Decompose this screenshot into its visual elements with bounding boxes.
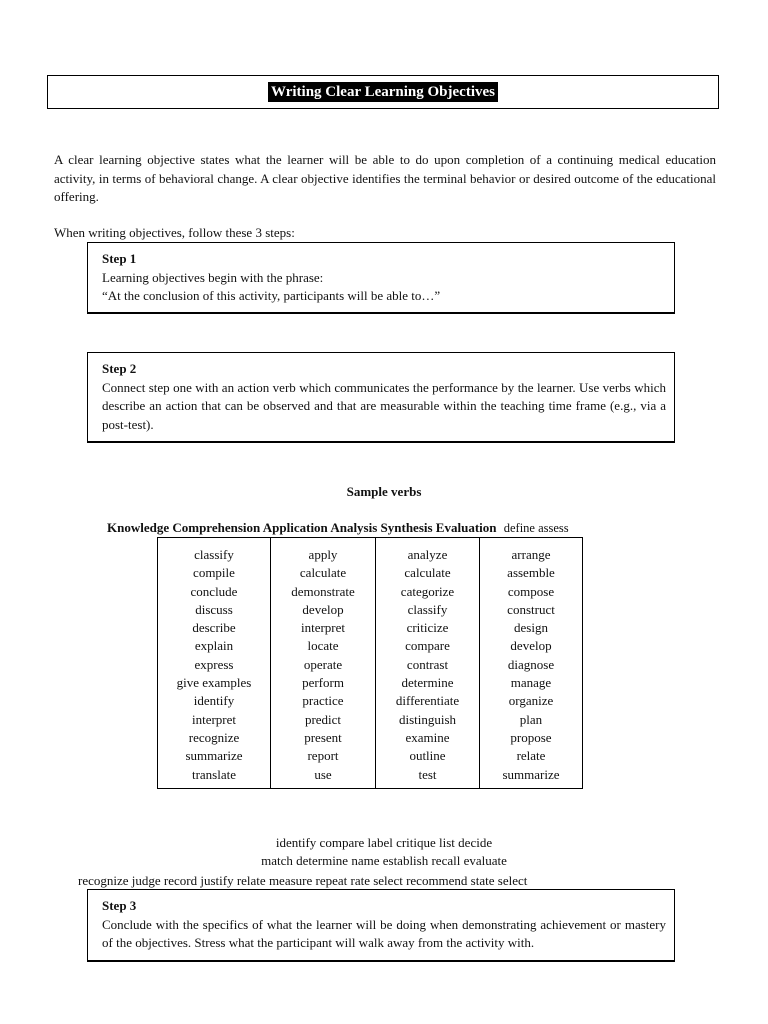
verb-item: operate: [303, 656, 343, 672]
verb-item: demonstrate: [291, 583, 355, 599]
verb-item: describe: [192, 620, 236, 636]
verb-item: classify: [407, 601, 448, 617]
verb-item: interpret: [300, 620, 346, 636]
extra-verbs-line-2: match determine name establish recall evaluate: [261, 853, 507, 868]
verb-item: outline: [409, 748, 446, 764]
verb-item: test: [418, 766, 437, 782]
verbs-column-1: [158, 538, 271, 789]
verb-item: organize: [508, 693, 554, 709]
verb-item: classify: [194, 547, 234, 562]
verb-item: calculate: [299, 565, 347, 581]
verb-item: distinguish: [398, 711, 457, 727]
verb-item: perform: [302, 675, 344, 691]
verb-item: determine: [401, 675, 454, 691]
verbs-column-4: [480, 538, 583, 789]
step-1-title: Step 1: [102, 251, 137, 266]
verb-item: locate: [307, 638, 339, 654]
verb-item: arrange: [511, 547, 551, 562]
verb-categories-line: [107, 519, 569, 537]
verb-item: summarize: [502, 766, 560, 782]
verb-item: manage: [510, 675, 552, 691]
verb-item: summarize: [185, 748, 243, 764]
verb-item: explain: [194, 638, 234, 654]
verb-item: analyze: [407, 547, 448, 562]
verb-item: propose: [510, 729, 552, 745]
page-title: Writing Clear Learning Objectives: [268, 82, 498, 102]
verb-item: give examples: [176, 675, 252, 691]
step-3-box: [87, 889, 675, 961]
verb-item: use: [314, 766, 332, 782]
extra-verbs-line-1: identify compare label critique list decide: [275, 835, 493, 850]
verb-item: translate: [191, 766, 237, 782]
verb-item: relate: [516, 748, 546, 764]
verb-categories-tail: define assess: [503, 521, 569, 535]
verb-item: express: [194, 656, 234, 672]
verb-item: predict: [304, 711, 342, 727]
verb-item: discuss: [195, 601, 233, 617]
steps-intro: When writing objectives, follow these 3 steps:: [54, 225, 295, 240]
verb-item: develop: [302, 601, 344, 617]
verbs-table-row: [158, 538, 583, 789]
verb-item: design: [514, 620, 548, 636]
intro-paragraph: A clear learning objective states what the learner will be able to do upon completion of a continuing medical education activity, in terms of behavioral change. A clear objective identifies the terminal behavior or desired outcome of the educational offering.: [54, 152, 716, 204]
verb-item: conclude: [190, 583, 238, 599]
verb-item: develop: [510, 638, 552, 654]
verb-categories: Knowledge Comprehension Application Analysis Synthesis Evaluation: [107, 520, 497, 535]
step-3-title: Step 3: [102, 898, 137, 913]
verb-item: plan: [519, 711, 543, 727]
step-2-body: Connect step one with an action verb which communicates the performance by the learner. Use verbs which describe an action that can be observed and that are measurable within the teaching time frame (e.g., via a post-test).: [102, 379, 666, 432]
verb-item: examine: [405, 729, 450, 745]
verb-item: interpret: [191, 711, 237, 727]
verb-item: calculate: [404, 565, 451, 581]
verbs-column-2: [271, 538, 376, 789]
step-1-body: Learning objectives begin with the phrase: “At the conclusion of this activity, participants will be able to…”: [102, 269, 441, 303]
verb-item: apply: [308, 547, 338, 562]
verb-item: construct: [507, 601, 555, 617]
step-3-body: Conclude with the specifics of what the learner will be doing when demonstrating achievement or mastery of the objectives. Stress what the participant will walk away from the activity with.: [102, 916, 666, 950]
verb-item: compile: [193, 565, 235, 581]
verb-item: compare: [405, 638, 450, 654]
verb-item: identify: [193, 693, 235, 709]
step-2-box: [87, 352, 675, 442]
verb-item: categorize: [400, 583, 455, 599]
verb-item: present: [304, 729, 342, 745]
verb-item: recognize: [188, 729, 240, 745]
verb-item: compose: [507, 583, 555, 599]
title-box: [47, 75, 719, 109]
verb-item: report: [307, 748, 339, 764]
verb-item: criticize: [406, 620, 449, 636]
verb-item: differentiate: [395, 693, 460, 709]
verb-item: practice: [302, 693, 344, 709]
extra-verbs-line-3: recognize judge record justify relate measure repeat rate select recommend state select: [78, 873, 528, 888]
step-1-box: [87, 242, 675, 313]
verb-item: contrast: [406, 656, 449, 672]
sample-verbs-heading: Sample verbs: [346, 484, 422, 499]
step-2-title: Step 2: [102, 361, 137, 376]
verbs-column-3: [376, 538, 480, 789]
verb-item: assemble: [507, 565, 555, 581]
verbs-table: [157, 537, 583, 789]
verb-item: diagnose: [507, 656, 555, 672]
